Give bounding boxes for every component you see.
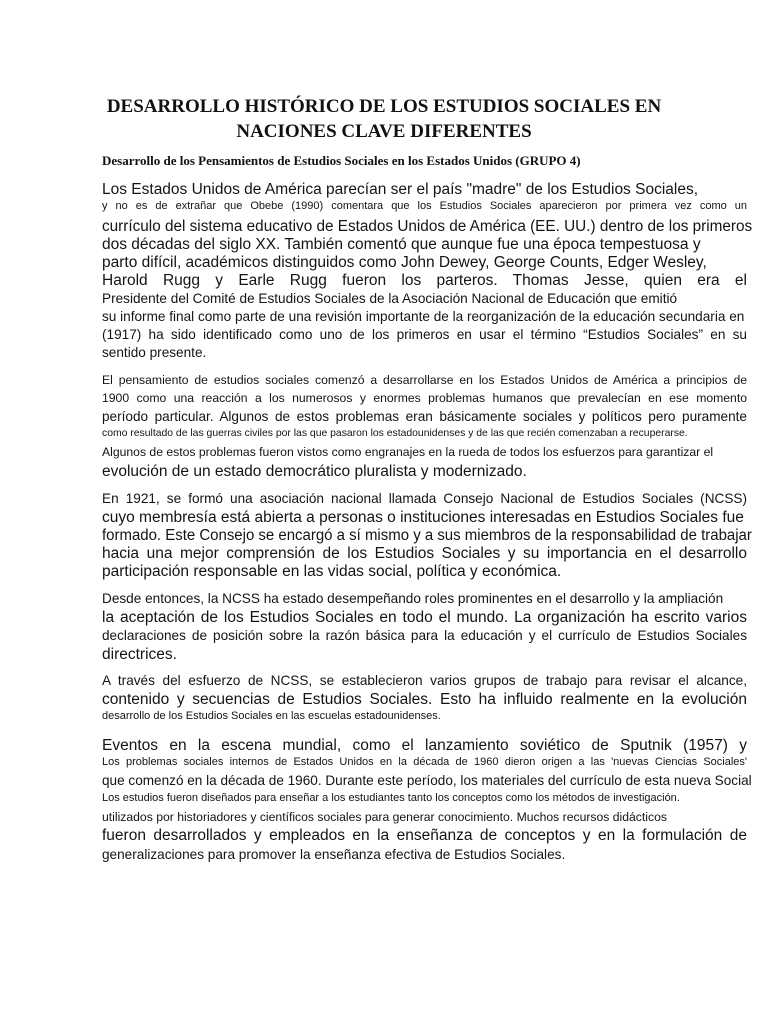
text-line: fueron desarrollados y empleados en la enseñanza de conceptos y en la formulación de — [102, 827, 747, 844]
text-line: El pensamiento de estudios sociales comenzó a desarrollarse en los Estados Unidos de América a principios de — [102, 373, 747, 387]
text-line: hacia una mejor comprensión de los Estudios Sociales y su importancia en el desarrollo — [102, 545, 747, 562]
text-line: currículo del sistema educativo de Estados Unidos de América (EE. UU.) dentro de los primeros — [102, 218, 753, 235]
document-title-line-2: NACIONES CLAVE DIFERENTES — [236, 121, 532, 142]
text-line: su informe final como parte de una revisión importante de la reorganización de la educación secundaria en — [102, 309, 745, 324]
text-line: la aceptación de los Estudios Sociales en todo el mundo. La organización ha escrito varios — [102, 609, 747, 626]
text-line: A través del esfuerzo de NCSS, se establecieron varios grupos de trabajo para revisar el alcance, — [102, 673, 747, 688]
text-line: contenido y secuencias de Estudios Sociales. Esto ha influido realmente en la evolución — [102, 691, 747, 708]
text-line: Desde entonces, la NCSS ha estado desempeñando roles prominentes en el desarrollo y la ampliación — [102, 591, 724, 606]
text-line: parto difícil, académicos distinguidos como John Dewey, George Counts, Edger Wesley, — [102, 254, 707, 271]
text-line: Los problemas sociales internos de Estados Unidos en la década de 1960 dieron origen a las 'nuevas Ciencias Sociales' — [102, 756, 747, 768]
text-line: formado. Este Consejo se encargó a sí mismo y a sus miembros de la responsabilidad de trabajar — [102, 527, 752, 544]
text-line: Harold Rugg y Earle Rugg fueron los parteros. Thomas Jesse, quien era el — [102, 272, 747, 289]
text-line: directrices. — [102, 646, 177, 663]
text-line: En 1921, se formó una asociación nacional llamada Consejo Nacional de Estudios Sociales (NCSS) — [102, 491, 747, 506]
text-line: período particular. Algunos de estos problemas eran básicamente sociales y políticos pero puramente — [102, 409, 747, 424]
text-line: Los Estados Unidos de América parecían ser el país "madre" de los Estudios Sociales, — [102, 181, 699, 198]
text-line: declaraciones de posición sobre la razón básica para la educación y el currículo de Estudios Sociales — [102, 628, 747, 643]
text-line: evolución de un estado democrático pluralista y modernizado. — [102, 463, 527, 480]
text-line: como resultado de las guerras civiles por las que pasaron los estadounidenses y de las que recién comenzaban a recuperarse. — [102, 428, 688, 439]
text-line: dos décadas del siglo XX. También comentó que aunque fue una época tempestuosa y — [102, 236, 701, 253]
text-line: generalizaciones para promover la enseñanza efectiva de Estudios Sociales. — [102, 847, 566, 862]
text-line: utilizados por historiadores y científicos sociales para generar conocimiento. Muchos recursos didácticos — [102, 810, 667, 824]
text-line: Eventos en la escena mundial, como el lanzamiento soviético de Sputnik (1957) y — [102, 737, 747, 754]
text-line: desarrollo de los Estudios Sociales en las escuelas estadounidenses. — [102, 710, 441, 722]
text-line: sentido presente. — [102, 345, 207, 360]
text-line: participación responsable en las vidas social, política y económica. — [102, 563, 562, 580]
text-line: Presidente del Comité de Estudios Sociales de la Asociación Nacional de Educación que emitió — [102, 291, 678, 306]
document-title-line-1: DESARROLLO HISTÓRICO DE LOS ESTUDIOS SOCIALES EN — [106, 96, 662, 117]
text-line: que comenzó en la década de 1960. Durante este período, los materiales del currículo de esta nueva Social — [102, 773, 752, 788]
section-subtitle: Desarrollo de los Pensamientos de Estudios Sociales en los Estados Unidos (GRUPO 4) — [102, 153, 581, 168]
text-line: Los estudios fueron diseñados para enseñar a los estudiantes tanto los conceptos como los métodos de investigación. — [102, 792, 680, 804]
text-line: cuyo membresía está abierta a personas o instituciones interesadas en Estudios Sociales fue — [102, 509, 744, 526]
text-line: (1917) ha sido identificado como uno de los primeros en usar el término “Estudios Sociales” en su — [102, 327, 747, 342]
text-line: Algunos de estos problemas fueron vistos como engranajes en la rueda de todos los esfuerzos para garantizar el — [102, 445, 714, 459]
text-line: y no es de extrañar que Obebe (1990) comentara que los Estudios Sociales aparecieron por primera vez como un — [102, 200, 747, 212]
text-line: 1900 como una reacción a los numerosos y enormes problemas humanos que prevalecían en ese momento — [102, 391, 747, 405]
